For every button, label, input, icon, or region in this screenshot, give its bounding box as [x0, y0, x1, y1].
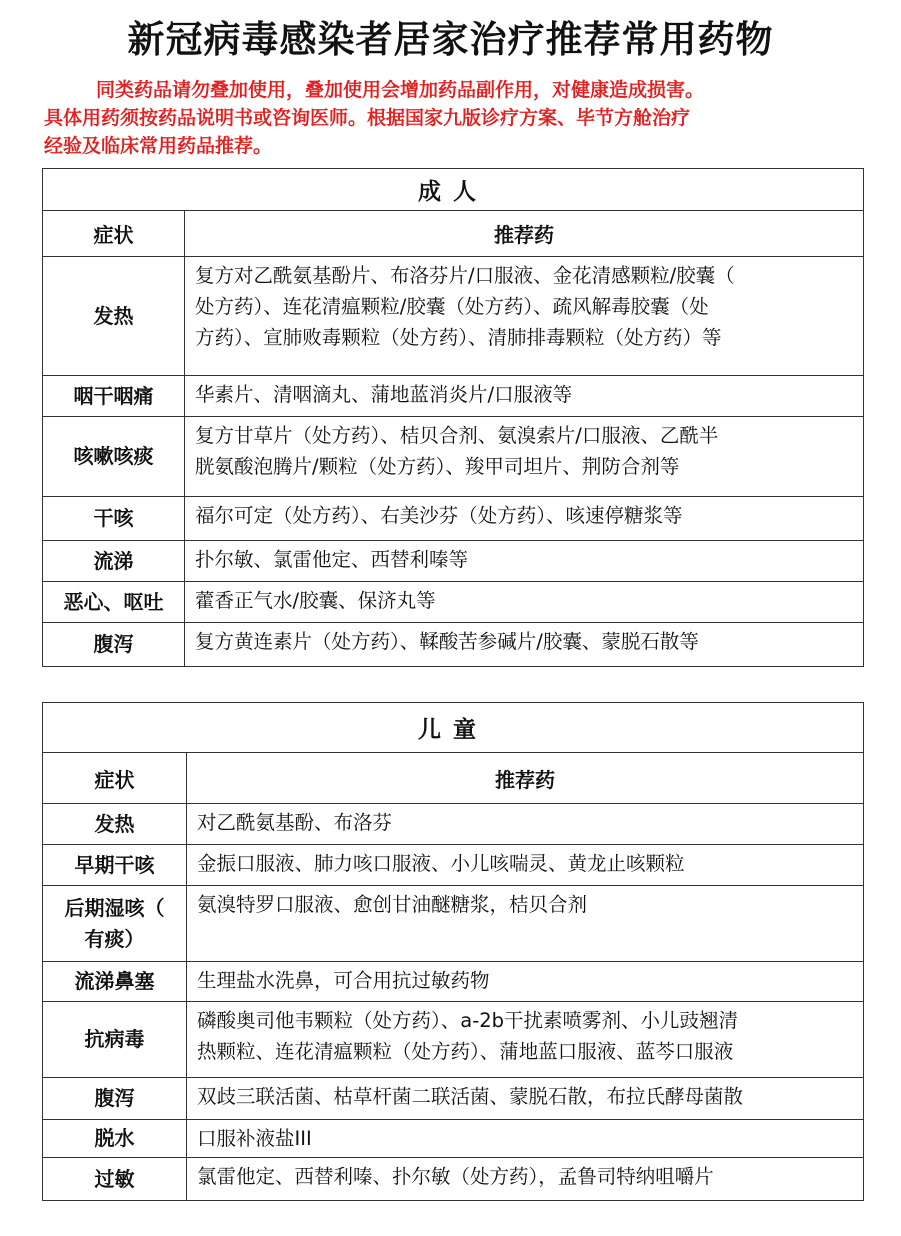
table-row — [43, 1078, 864, 1120]
symptom-cell: 流涕鼻塞 — [43, 962, 187, 1002]
table-row — [43, 497, 864, 541]
notice-line-2: 具体用药须按药品说明书或咨询医师。根据国家九版诊疗方案、毕节方舱治疗 — [44, 107, 691, 129]
symptom-cell: 发热 — [43, 804, 187, 845]
table-row — [43, 376, 864, 417]
drug-cell: 磷酸奥司他韦颗粒（处方药）、a-2b干扰素喷雾剂、小儿豉翘清 热颗粒、连花清瘟颗粒（处方药）、蒲地蓝口服液、蓝芩口服液 — [187, 1002, 864, 1078]
symptom-cell: 早期干咳 — [43, 845, 187, 886]
drug-cell: 氯雷他定、西替利嗪、扑尔敏（处方药），孟鲁司特纳咀嚼片 — [187, 1158, 864, 1201]
drug-cell: 口服补液盐III — [187, 1120, 864, 1158]
table-row — [43, 257, 864, 376]
table-row — [43, 1120, 864, 1158]
page-title: 新冠病毒感染者居家治疗推荐常用药物 — [127, 18, 774, 61]
child-symptom-column-header: 症状 — [43, 753, 187, 804]
symptom-cell: 发热 — [43, 257, 185, 376]
notice-line-3: 经验及临床常用药品推荐。 — [44, 135, 273, 157]
warning-notice — [44, 76, 884, 160]
table-row — [43, 623, 864, 667]
symptom-cell: 咳嗽咳痰 — [43, 417, 185, 497]
drug-cell: 对乙酰氨基酚、布洛芬 — [187, 804, 864, 845]
adult-drug-column-header: 推荐药 — [185, 211, 864, 257]
symptom-cell: 咽干咽痛 — [43, 376, 185, 417]
drug-cell: 藿香正气水/胶囊、保济丸等 — [185, 582, 864, 623]
symptom-cell: 抗病毒 — [43, 1002, 187, 1078]
drug-cell: 生理盐水洗鼻，可合用抗过敏药物 — [187, 962, 864, 1002]
drug-cell: 双歧三联活菌、枯草杆菌二联活菌、蒙脱石散，布拉氏酵母菌散 — [187, 1078, 864, 1120]
symptom-cell: 恶心、呕吐 — [43, 582, 185, 623]
adult-symptom-column-header: 症状 — [43, 211, 185, 257]
symptom-cell: 脱水 — [43, 1120, 187, 1158]
drug-cell: 氨溴特罗口服液、愈创甘油醚糖浆，桔贝合剂 — [187, 886, 864, 962]
symptom-cell: 腹泻 — [43, 1078, 187, 1120]
table-row — [43, 541, 864, 582]
drug-cell: 复方黄连素片（处方药）、鞣酸苦参碱片/胶囊、蒙脱石散等 — [185, 623, 864, 667]
symptom-cell: 过敏 — [43, 1158, 187, 1201]
drug-cell: 扑尔敏、氯雷他定、西替利嗪等 — [185, 541, 864, 582]
table-row — [43, 962, 864, 1002]
symptom-cell: 后期湿咳（ 有痰） — [43, 886, 187, 962]
table-row — [43, 804, 864, 845]
drug-cell: 华素片、清咽滴丸、蒲地蓝消炎片/口服液等 — [185, 376, 864, 417]
table-row — [43, 886, 864, 962]
symptom-cell: 流涕 — [43, 541, 185, 582]
table-row — [43, 417, 864, 497]
table-row — [43, 582, 864, 623]
adult-medication-table — [42, 168, 864, 667]
child-drug-column-header: 推荐药 — [187, 753, 864, 804]
table-row — [43, 1002, 864, 1078]
drug-cell: 复方对乙酰氨基酚片、布洛芬片/口服液、金花清感颗粒/胶囊（ 处方药）、连花清瘟颗粒/胶囊（处方药）、疏风解毒胶囊（处 方药）、宣肺败毒颗粒（处方药）、清肺排毒颗粒（处方药）等 — [185, 257, 864, 376]
child-medication-table — [42, 702, 864, 1201]
drug-cell: 金振口服液、肺力咳口服液、小儿咳喘灵、黄龙止咳颗粒 — [187, 845, 864, 886]
table-row — [43, 845, 864, 886]
table-row — [43, 1158, 864, 1201]
drug-cell: 复方甘草片（处方药）、桔贝合剂、氨溴索片/口服液、乙酰半 胱氨酸泡腾片/颗粒（处方药）、羧甲司坦片、荆防合剂等 — [185, 417, 864, 497]
drug-cell: 福尔可定（处方药）、右美沙芬（处方药）、咳速停糖浆等 — [185, 497, 864, 541]
adult-section-header: 成人 — [43, 169, 864, 211]
notice-line-1: 同类药品请勿叠加使用，叠加使用会增加药品副作用，对健康造成损害。 — [96, 79, 705, 101]
symptom-cell: 干咳 — [43, 497, 185, 541]
child-section-header: 儿童 — [43, 703, 864, 753]
symptom-cell: 腹泻 — [43, 623, 185, 667]
